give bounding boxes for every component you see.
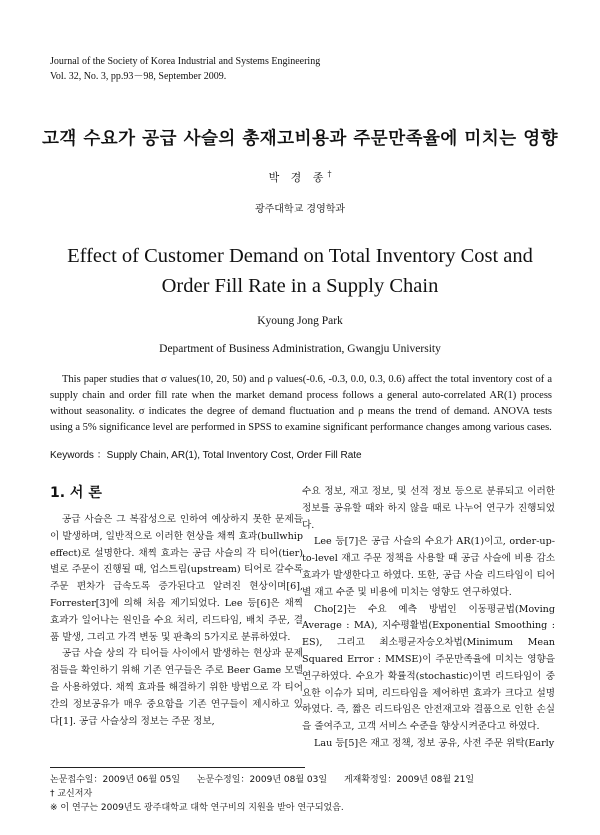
paragraph: 공급 사슬은 그 복잡성으로 인하여 예상하지 못한 문제들이 발생하며, 일반적으로 이러한 현상을 채찍 효과(bullwhip effect)로 설명한다. 채찍 효과는 공급 사슬의 각 티어(tier) 별로 주문이 진행될 때, 업스트림(upstream) 티어로 갈수록 주문 편차가 급속도록 증가된다고 알려진 현상이며[6], Forrester[3]에 의해 처음 제기되었다. Lee 등[6]은 채찍 효과가 일어나는 원인을 수요 처리, 리드타임, 배치 주문, 결품 발생, 그리고 가격 변동 및 판촉의 5가지로 분류하였다. [50,514,303,643]
left-column [50,512,303,730]
korean-affiliation: 광주대학교 경영학과 [254,204,346,215]
revised-date: 논문수정일：2009년 08월 03일 [196,775,328,785]
journal-header [50,54,320,84]
paragraph: 공급 사슬 상의 각 티어들 사이에서 발생하는 현상과 문제점들을 확인하기 위해 기존 연구들은 주로 Beer Game 모델을 사용하였다. 채찍 효과를 해결하기 위한 방법으로 각 티어 간의 정보공유가 매우 중요함을 기존 연구들이 제시하고 있다[1]. 공급 사슬상의 정보는 주문 정보, [50,648,303,727]
keywords-label: Keywords [50,450,94,461]
english-title [0,241,600,301]
accepted-date: 게재확정일：2009년 08월 21일 [343,775,475,785]
keywords [50,446,560,461]
abstract: This paper studies that σ values(10, 20, 50) and ρ values(-0.6, -0.3, 0.0, 0.3, 0.6) affect the total inventory cost of a supply chain and order fill rate when the market demand process follows a general auto-correlated AR(1) process without seasonality. σ indicates the degree of demand fluctuation and ρ means the trend of demand. ANOVA tests using a 5% significance level are performed in SPSS to examine significant performance changes among various cases. [50,374,552,433]
english-title-line1: Effect of Customer Demand on Total Inventory Cost and [67,245,533,267]
paragraph: 수요 정보, 재고 정보, 및 선적 정보 등으로 분류되고 이러한 정보를 공유할 때와 하지 않을 때로 나누어 연구가 진행되었다. [302,486,555,531]
footnote-divider [50,767,305,768]
right-column [302,484,555,753]
paragraph: Lee 등[7]은 공급 사슬의 수요가 AR(1)이고, order-up-to-level 재고 주문 정책을 사용할 때 공급 사슬에 비용 감소 효과가 발생한다고 하였다. 또한, 공급 사슬 리드타임이 티어별 재고 수준 및 비용에 미치는 영향도 연구하였다. [302,536,555,598]
english-author: Kyoung Jong Park [257,315,343,327]
corresponding-author-note: † 교신저자 [50,789,93,799]
korean-title: 고객 수요가 공급 사슬의 총재고비용과 주문만족율에 미치는 영향 [41,129,559,149]
journal-name: Journal of the Society of Korea Industrial and Systems Engineering [50,56,321,67]
dates-row [50,773,570,787]
received-date: 논문접수일：2009년 06월 05일 [50,775,181,785]
english-title-line2: Order Fill Rate in a Supply Chain [161,275,439,297]
footnotes [50,773,570,815]
keywords-text: ：Supply Chain, AR(1), Total Inventory Cost, Order Fill Rate [96,450,362,461]
funding-note: ※ 이 연구는 2009년도 광주대학교 대학 연구비의 지원을 받아 연구되었음. [50,803,344,813]
section-heading: 1. 서 론 [50,485,102,501]
journal-volume: Vol. 32, No. 3, pp.93－98, September 2009. [50,71,227,82]
corresponding-mark: † [327,169,332,179]
paragraph: Lau 등[5]은 재고 정책, 정보 공유, 사전 주문 위탁(Early [314,737,555,749]
paragraph: Cho[2]는 수요 예측 방법인 이동평균법(Moving Average : MA), 지수평활법(Exponential Smoothing : ES), 그리고 최소평균자승오차법(Minimum Mean Squared Error : MMSE)이 주문만족율에 미치는 영향을 연구하였다. 수요가 확률적(stochastic)이면 리드타임이 중요한 이슈가 되며, 리드타임을 제어하면 효과가 크다고 설명하였다. 즉, 짧은 리드타임은 안전재고와 결품으로 인한 손실을 줄여주고, 고객 서비스 수준을 향상시켜준다고 하였다. [302,603,555,733]
korean-author [0,169,600,185]
english-affiliation: Department of Business Administration, Gwangju University [159,343,441,355]
korean-author-name: 박 경 종 [268,171,328,184]
